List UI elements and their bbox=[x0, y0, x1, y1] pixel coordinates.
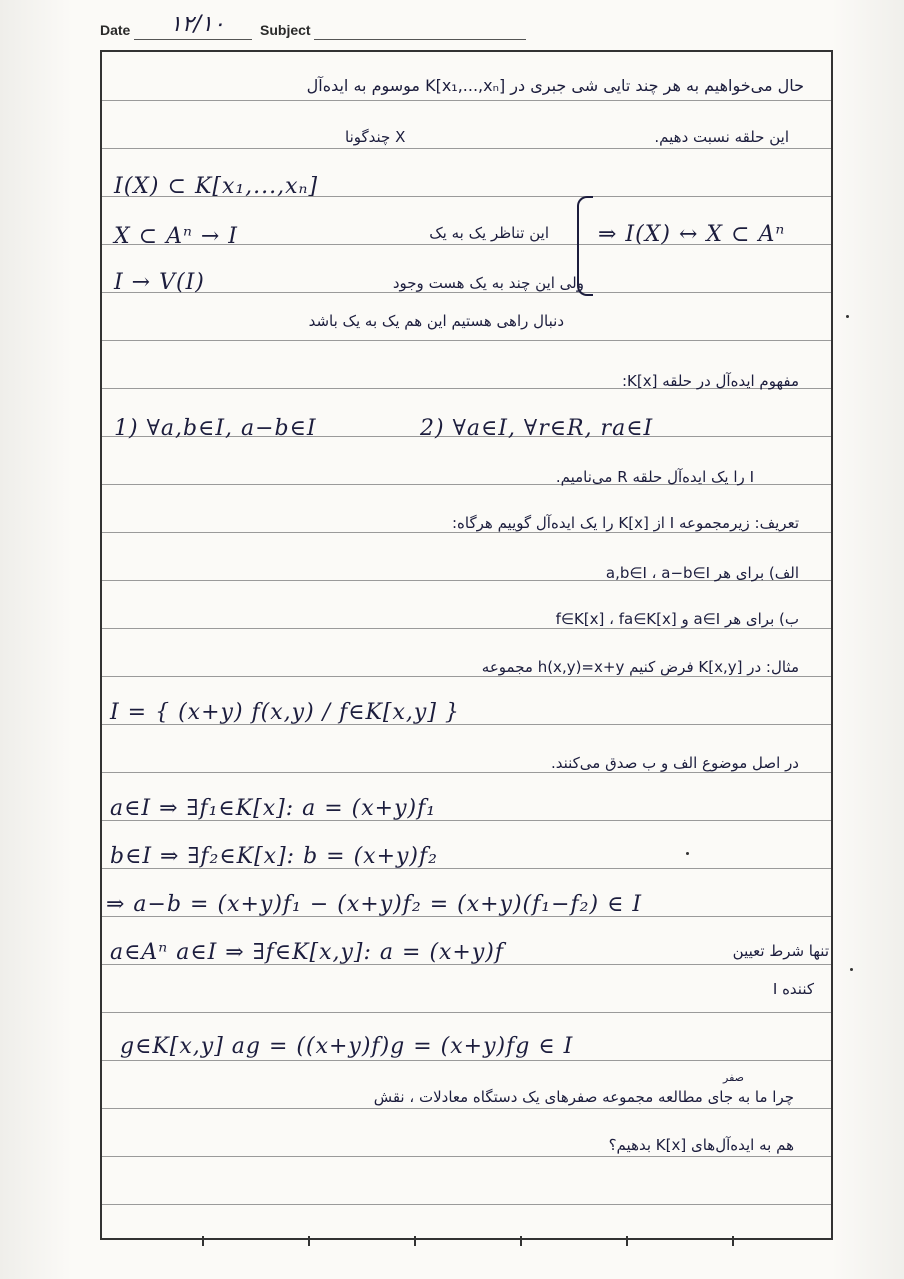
note-line-17-fa: تنها شرط تعیین bbox=[732, 942, 829, 960]
ruler-tick bbox=[202, 1236, 204, 1246]
margin-dot bbox=[850, 968, 853, 971]
margin-dot bbox=[686, 852, 689, 855]
rule-line bbox=[102, 772, 831, 773]
note-line-8: تعریف: زیرمجموعه I از K[x] را یک ایده‌آل گوییم هرگاه: bbox=[451, 514, 799, 532]
ruler-tick bbox=[626, 1236, 628, 1246]
margin-dot bbox=[846, 315, 849, 318]
ruler-tick bbox=[308, 1236, 310, 1246]
note-line-19-note: صفر bbox=[723, 1071, 744, 1084]
note-line-15: b∈I ⇒ ∃f₂∈K[x]: b = (x+y)f₂ bbox=[110, 844, 438, 869]
rule-line bbox=[102, 1204, 831, 1205]
note-line-20: هم به ایده‌آل‌های K[x] بدهیم؟ bbox=[608, 1136, 794, 1154]
rule-line bbox=[102, 100, 831, 101]
rule-line bbox=[102, 1012, 831, 1013]
note-line-9: الف) برای هر a,b∈I ، a−b∈I bbox=[605, 564, 799, 582]
note-line-10: ب) برای هر a∈I و f∈K[x] ، fa∈K[x] bbox=[555, 610, 799, 628]
date-line bbox=[134, 39, 252, 40]
note-line-3-math: X ⊂ Aⁿ → I bbox=[114, 224, 238, 249]
rule-line bbox=[102, 1108, 831, 1109]
ruler-tick bbox=[732, 1236, 734, 1246]
note-line-1c: X چندگونا bbox=[345, 128, 406, 146]
ruler-tick bbox=[414, 1236, 416, 1246]
rule-line bbox=[102, 676, 831, 677]
note-line-4-math: I → V(I) bbox=[114, 270, 205, 295]
page-header bbox=[100, 14, 540, 44]
subject-label: Subject bbox=[260, 22, 311, 38]
note-line-1b: این حلقه نسبت دهیم. bbox=[654, 128, 789, 146]
rule-line bbox=[102, 532, 831, 533]
note-line-18: g∈K[x,y] ag = ((x+y)f)g = (x+y)fg ∈ I bbox=[120, 1034, 574, 1059]
rule-line bbox=[102, 148, 831, 149]
note-line-13: در اصل موضوع الف و ب صدق می‌کنند. bbox=[550, 754, 799, 772]
rule-line bbox=[102, 1060, 831, 1061]
note-line-4b: دنبال راهی هستیم این هم یک به یک باشد bbox=[308, 312, 564, 330]
note-line-17: a∈Aⁿ a∈I ⇒ ∃f∈K[x,y]: a = (x+y)f bbox=[110, 940, 505, 965]
note-line-19: چرا ما به جای مطالعه مجموعه صفرهای یک دستگاه معادلات ، نقش bbox=[373, 1088, 794, 1106]
rule-line bbox=[102, 1156, 831, 1157]
note-line-7: I را یک ایده‌آل حلقه R می‌نامیم. bbox=[555, 468, 754, 486]
note-line-6a: 1) ∀a,b∈I, a−b∈I bbox=[114, 416, 317, 441]
date-value: ۱۲/۱۰ bbox=[170, 12, 225, 37]
note-line-3-fa: این تناظر یک به یک bbox=[429, 224, 549, 242]
note-line-12: I = { (x+y) f(x,y) / f∈K[x,y] } bbox=[110, 700, 460, 725]
rule-line bbox=[102, 292, 831, 293]
note-line-5: مفهوم ایده‌آل در حلقه K[x]: bbox=[621, 372, 799, 390]
note-line-17b: کننده I bbox=[772, 980, 814, 998]
date-label: Date bbox=[100, 22, 131, 38]
note-line-16: ⇒ a−b = (x+y)f₁ − (x+y)f₂ = (x+y)(f₁−f₂) ∈ I bbox=[106, 892, 643, 917]
ruler-tick bbox=[520, 1236, 522, 1246]
note-line-1: حال می‌خواهیم به هر چند تایی شی جبری در K[x₁,...,xₙ] موسوم به ایده‌آل bbox=[306, 76, 804, 95]
note-line-3-right: ⇒ I(X) ↔ X ⊂ Aⁿ bbox=[598, 222, 786, 247]
rule-line bbox=[102, 628, 831, 629]
note-line-4-fa: ولی این چند به یک هست وجود bbox=[392, 274, 584, 292]
subject-line bbox=[314, 39, 526, 40]
note-line-11: مثال: در K[x,y] فرض کنیم h(x,y)=x+y مجموعه bbox=[481, 658, 799, 676]
note-line-2: I(X) ⊂ K[x₁,...,xₙ] bbox=[114, 174, 319, 199]
rule-line bbox=[102, 340, 831, 341]
note-line-14: a∈I ⇒ ∃f₁∈K[x]: a = (x+y)f₁ bbox=[110, 796, 437, 821]
note-line-6b: 2) ∀a∈I, ∀r∈R, ra∈I bbox=[420, 416, 654, 441]
